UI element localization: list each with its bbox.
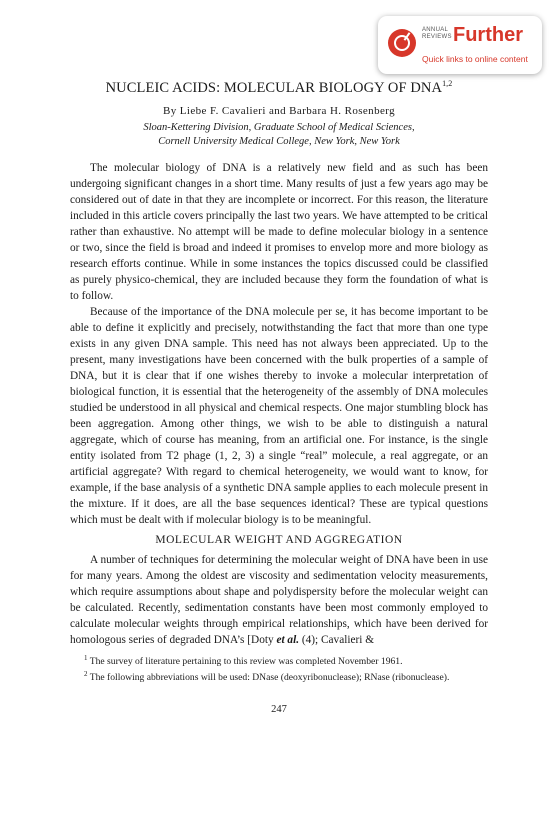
- brand-line-reviews: REVIEWS: [422, 34, 452, 40]
- title-footnote-marks: 1,2: [442, 79, 453, 88]
- section-text-before: A number of techniques for determining the molecular weight of DNA have been in use for many years. Among the oldest are viscosity and sedimentation velocity measurements, which require assumptions about shape and polydispersity before the molecular weight can be calculated. Recently, sedimentation constants have been most commonly employed to calculate molecular weights through empirical relationships, which have been derived for homologous series of degraded DNA’s [Doty: [70, 553, 488, 646]
- body-paragraph-1: The molecular biology of DNA is a relatively new field and as such has been undergoing significant changes in a short time. Many results of just a few years ago may be considered out of date in that they are incomplete or incorrect. For this reason, the literature included in this article covers principally the last two years. We have attempted to be critical rather than exhaustive. No attempt will be made to define molecular biology in a sentence or two, since the field is broad and indeed it promises to envelop more and more biology as research efforts continue. While in some instances the topics discussed could be classified as purely physico-chemical, they are included because they form the foundation of what is to follow.: [70, 161, 488, 302]
- footnote-text-2: The following abbreviations will be used: DNase (deoxyribonuclease); RNase (ribonuclease).: [87, 672, 450, 684]
- affiliation-line-2: Cornell University Medical College, New York, New York: [158, 135, 400, 147]
- affiliation-line-1: Sloan-Kettering Division, Graduate School of Medical Sciences,: [143, 121, 415, 133]
- further-banner[interactable]: [378, 16, 542, 74]
- citation-et-al: et al.: [276, 633, 300, 646]
- article-title: [70, 74, 488, 98]
- footnote-mark-1: 1: [84, 653, 88, 662]
- further-tagline-link[interactable]: Quick links to online content: [422, 54, 528, 64]
- footnote-2: [70, 668, 488, 684]
- footnotes: [70, 652, 488, 684]
- section-heading: MOLECULAR WEIGHT AND AGGREGATION: [155, 533, 403, 546]
- article-authors: By Liebe F. Cavalieri and Barbara H. Rosenberg: [162, 104, 396, 117]
- annual-reviews-logo-icon: [388, 29, 416, 57]
- section-text-after: (4); Cavalieri &: [299, 633, 375, 646]
- article-title-text: NUCLEIC ACIDS: MOLECULAR BIOLOGY OF DNA: [105, 79, 443, 96]
- body-paragraph-2: Because of the importance of the DNA molecule per se, it has become important to be able to define it explicitly and precisely, notwithstanding the fact that more than one type exists in any given DNA sample. This need has not always been appreciated. Up to the present, many investigations have been concerned with the bulk properties of a sample of DNA, but it is clear that if one wishes thereby to invoke a molecular interpretation of biological function, it is essential that the heterogeneity of the assembly of DNA molecules studied be understood in all physical and chemical respects. One major stumbling block has been aggregation. Among other things, we wish to be able to distinguish a natural aggregate, which of course has meaning, from an artificial one. For instance, is the single entity isolated from T2 phage (1, 2, 3) a single “real” molecule, a real aggregate, or an artificial aggregate? With regard to chemical heterogeneity, we would want to know, for example, if the base analysis of a synthetic DNA sample applies to each molecule present in the mixture. If it does, are all the base sequences identical? These are typical questions which must be dealt with if molecular biology is to be meaningful.: [70, 305, 488, 526]
- annual-reviews-brand: [422, 27, 452, 41]
- further-wordmark: Further: [453, 24, 523, 46]
- page-number: 247: [271, 704, 287, 716]
- footnote-text-1: The survey of literature pertaining to this review was completed November 1961.: [87, 656, 403, 668]
- section-paragraph: [70, 552, 488, 648]
- footnote-1: [70, 652, 488, 668]
- article-affiliation: [70, 121, 488, 149]
- article-page: [70, 74, 488, 715]
- brand-line-annual: ANNUAL: [422, 27, 449, 33]
- footnote-mark-2: 2: [84, 670, 88, 679]
